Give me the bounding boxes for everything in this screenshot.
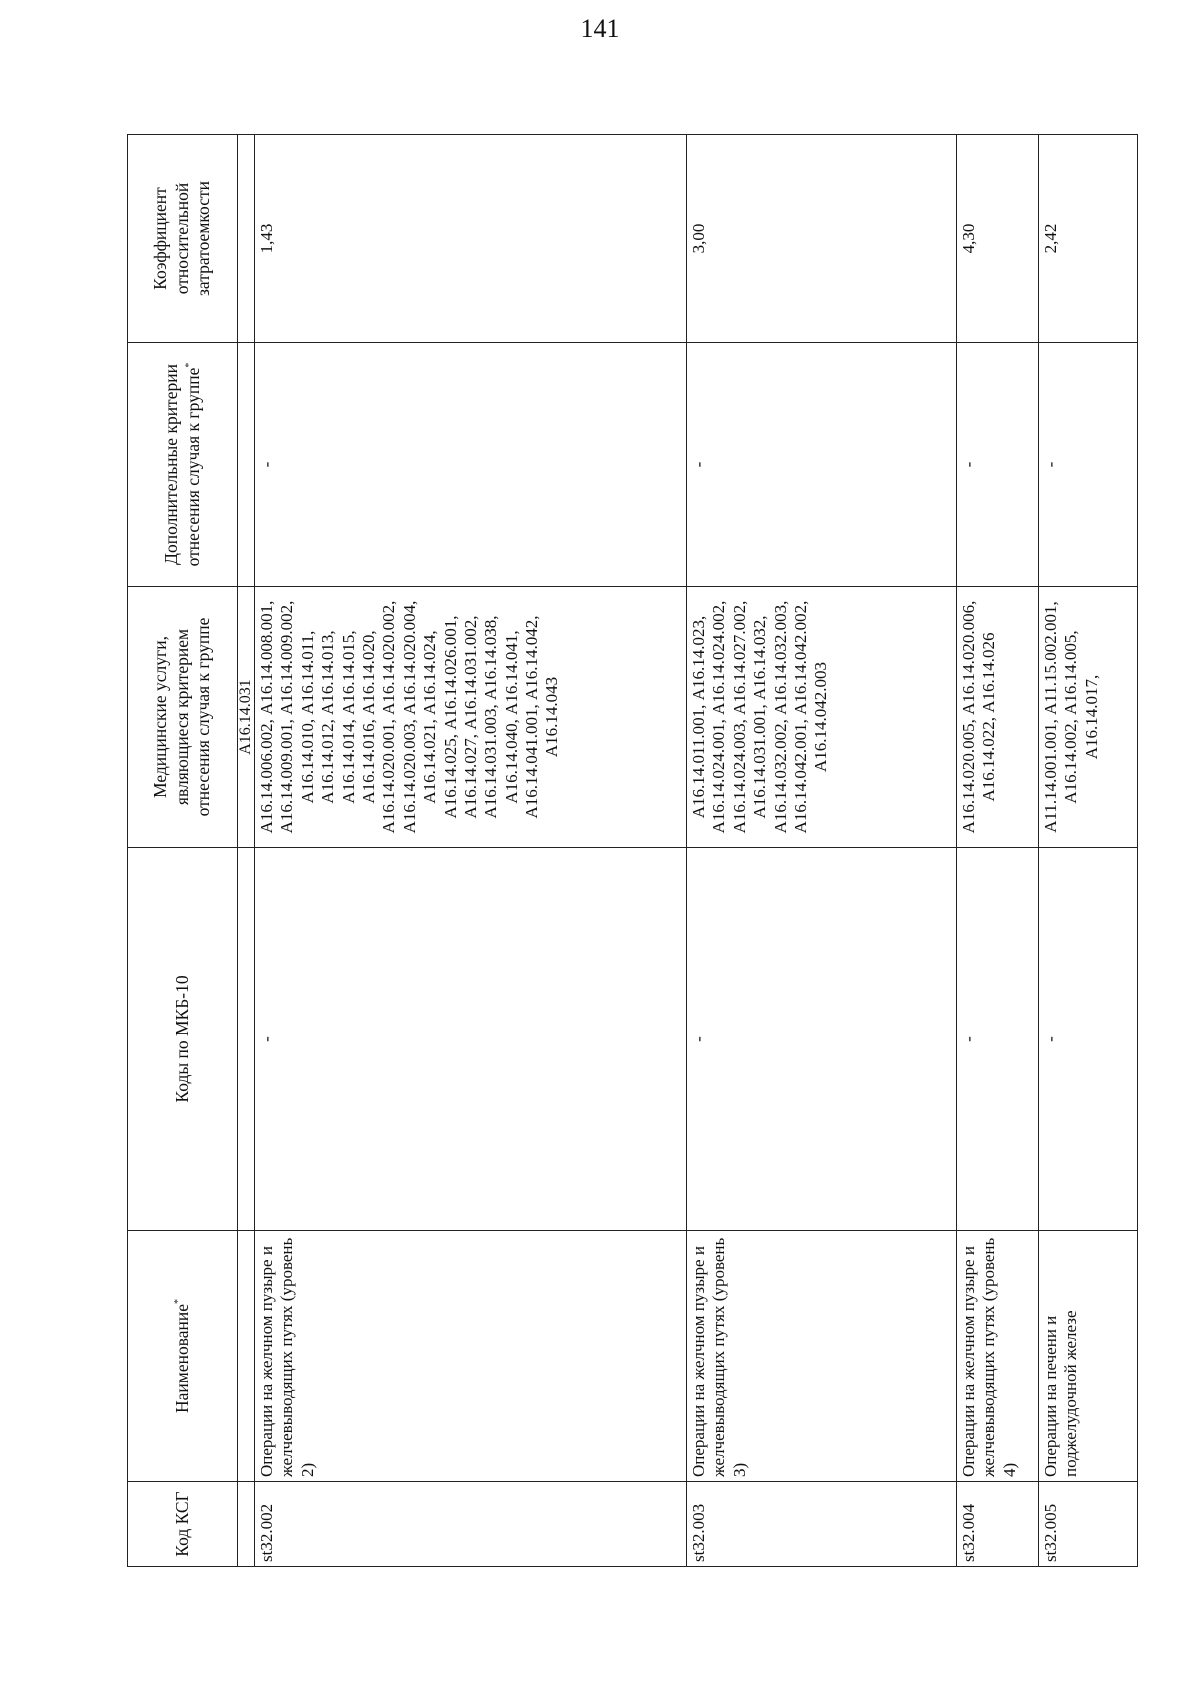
medical-services: А16.14.011.001, А16.14.023, А16.14.024.001, А16.14.024.002, А16.14.024.003, А16.14.027.002, А16.14.031.001, А16.14.032, А16.14.032.002, А16.14.032.003, А16.14.042.001, А16.14.042.002, А16.14.042.003 <box>687 587 957 848</box>
icd-codes: - <box>1039 848 1138 1231</box>
header-row <box>128 135 238 1567</box>
header-code: Код КСГ <box>128 1482 238 1567</box>
cost-coefficient: 1,43 <box>255 135 687 343</box>
table-row <box>957 135 1039 1567</box>
ksg-name: Операции на желчном пузыре и желчевыводящих путях (уровень 3) <box>687 1231 957 1482</box>
table-row <box>255 135 687 1567</box>
medical-services: А16.14.020.005, А16.14.020.006, А16.14.022, А16.14.026 <box>957 587 1039 848</box>
cost-coefficient: 3,00 <box>687 135 957 343</box>
ksg-code: st32.002 <box>255 1482 687 1567</box>
ksg-code: st32.004 <box>957 1482 1039 1567</box>
rotated-table-container <box>127 135 1137 1567</box>
ksg-code: st32.003 <box>687 1482 957 1567</box>
ksg-table <box>127 134 1138 1567</box>
medical-services: А11.14.001.001, А11.15.002.001, А16.14.002, А16.14.005, А16.14.017, <box>1039 587 1138 848</box>
additional-criteria: - <box>255 343 687 587</box>
header-criteria: Дополнительные критерии отнесения случая к группе* <box>128 343 238 587</box>
ksg-name: Операции на желчном пузыре и желчевыводящих путях (уровень 4) <box>957 1231 1039 1482</box>
cost-coefficient: 2,42 <box>1039 135 1138 343</box>
header-icd: Коды по МКБ-10 <box>128 848 238 1231</box>
table-row <box>1039 135 1138 1567</box>
icd-codes: - <box>255 848 687 1231</box>
cost-coefficient: 4,30 <box>957 135 1039 343</box>
header-coef: Коэффициент относительной затратоемкости <box>128 135 238 343</box>
ksg-name: Операции на желчном пузыре и желчевыводящих путях (уровень 2) <box>255 1231 687 1482</box>
icd-codes: - <box>957 848 1039 1231</box>
continuation-row <box>238 135 255 1567</box>
additional-criteria: - <box>957 343 1039 587</box>
table-row <box>687 135 957 1567</box>
page-number: 141 <box>580 14 620 43</box>
ksg-name: Операции на печени и поджелудочной железе <box>1039 1231 1138 1482</box>
additional-criteria: - <box>1039 343 1138 587</box>
icd-codes: - <box>687 848 957 1231</box>
ksg-code: st32.005 <box>1039 1482 1138 1567</box>
medical-services: А16.14.006.002, А16.14.008.001, А16.14.009.001, А16.14.009.002, А16.14.010, А16.14.011, А16.14.012, А16.14.013, А16.14.014, А16.14.015, А16.14.016, А16.14.020, А16.14.020.001, А16.14.020.002, А16.14.020.003, А16.14.020.004, А16.14.021, А16.14.024, А16.14.025, А16.14.026.001, А16.14.027, А16.14.031.002, А16.14.031.003, А16.14.038, А16.14.040, А16.14.041, А16.14.041.001, А16.14.042, А16.14.043 <box>255 587 687 848</box>
header-services: Медицинские услуги, являющиеся критерием отнесения случая к группе <box>128 587 238 848</box>
header-name: Наименование* <box>128 1231 238 1482</box>
continuation-services: А16.14.031 <box>238 587 255 848</box>
additional-criteria: - <box>687 343 957 587</box>
